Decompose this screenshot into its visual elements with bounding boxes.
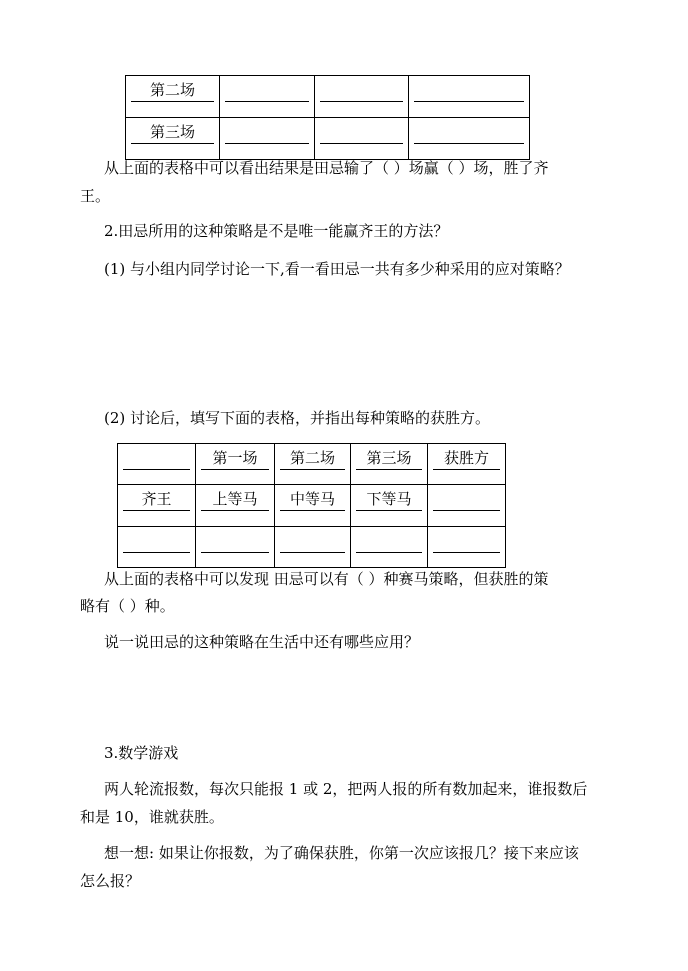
table1-cell: [126, 76, 220, 118]
header-label: 第一场: [212, 449, 258, 467]
think-question-line1: 想一想: 如果让你报数，为了确保获胜，你第一次应该报几？接下来应该: [104, 844, 579, 862]
result-paragraph-line2: 王。: [80, 187, 111, 205]
question-2-1: (1) 与小组内同学讨论一下,看一看田忌一共有多少种采用的应对策略？: [104, 260, 570, 278]
header-label: 获胜方: [443, 449, 489, 467]
question-3-title: 3.数学游戏: [104, 744, 179, 762]
question-2: 2.田忌所用的这种策略是不是唯一能赢齐王的方法？: [104, 222, 449, 240]
table2-cell: [275, 485, 351, 527]
think-question-line2: 怎么报？: [80, 872, 141, 890]
table2-cell[interactable]: [428, 485, 506, 527]
header-label: 第二场: [289, 449, 335, 467]
table2-cell: [196, 485, 275, 527]
table2-cell[interactable]: [118, 527, 196, 568]
table1-cell[interactable]: [220, 76, 315, 118]
find-paragraph-line2: 略有（ ）种。: [80, 597, 175, 615]
apply-question: 说一说田忌的这种策略在生活中还有哪些应用？: [104, 633, 420, 651]
table2-header-cell: [196, 444, 275, 485]
match-table-partial: [125, 75, 530, 160]
game-rule-line2: 和是 10，谁就获胜。: [80, 808, 224, 826]
table1-cell[interactable]: [409, 118, 530, 160]
result-paragraph-line1: 从上面的表格中可以看出结果是田忌输了（ ）场赢（ ）场，胜了齐: [104, 159, 549, 177]
table2-cell[interactable]: [275, 527, 351, 568]
header-label: 第三场: [366, 449, 412, 467]
table2-header-cell: [428, 444, 506, 485]
table1-cell[interactable]: [315, 76, 409, 118]
find-paragraph-line1: 从上面的表格中可以发现 田忌可以有（ ）种赛马策略，但获胜的策: [104, 570, 549, 588]
table1-cell[interactable]: [315, 118, 409, 160]
table2-cell[interactable]: [196, 527, 275, 568]
cell-label: 中等马: [289, 490, 335, 508]
table2-header-cell: [351, 444, 428, 485]
cell-label: 齐王: [141, 490, 172, 508]
strategy-table: [117, 443, 506, 568]
table1-cell[interactable]: [220, 118, 315, 160]
cell-label: 上等马: [212, 490, 258, 508]
table2-header-cell: [275, 444, 351, 485]
row-label: 第二场: [149, 81, 195, 99]
table2-header-cell: [118, 444, 196, 485]
table1-cell[interactable]: [409, 76, 530, 118]
question-2-2: (2) 讨论后，填写下面的表格，并指出每种策略的获胜方。: [104, 409, 491, 427]
table2-cell[interactable]: [351, 527, 428, 568]
table1-cell: [126, 118, 220, 160]
table2-cell: [351, 485, 428, 527]
row-label: 第三场: [149, 123, 195, 141]
cell-label: 下等马: [366, 490, 412, 508]
game-rule-line1: 两人轮流报数，每次只能报 1 或 2，把两人报的所有数加起来，谁报数后: [104, 780, 588, 798]
table2-cell: [118, 485, 196, 527]
table2-cell[interactable]: [428, 527, 506, 568]
